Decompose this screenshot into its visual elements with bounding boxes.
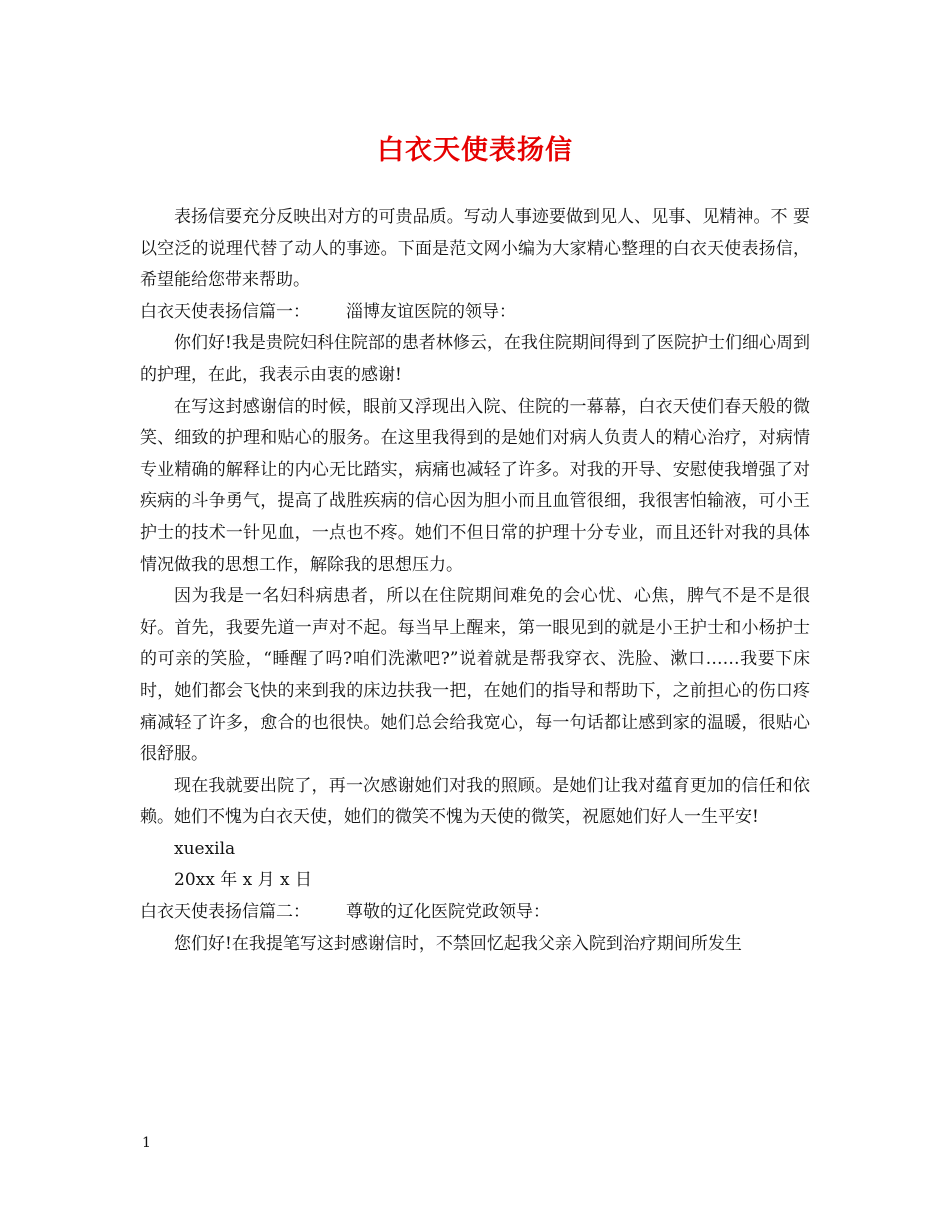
- page-number: 1: [142, 1135, 151, 1151]
- letter1-date: 20xx 年 x 月 x 日: [174, 870, 313, 891]
- letter2-first-line: 您们好!在我提笔写这封感谢信时，不禁回忆起我父亲入院到治疗期间所发生: [174, 933, 742, 954]
- letter1-salutation: 淄博友谊医院的领导：: [346, 301, 516, 322]
- letter1-heading: 白衣天使表扬信篇一：: [140, 301, 310, 322]
- letter2-heading: 白衣天使表扬信篇二：: [140, 902, 310, 923]
- letter1-paragraph-1: 你们好!我是贵院妇科住院部的患者林修云，在我住院期间得到了医院护士们细心周到的护理，在此，我表示由衷的感谢!: [140, 333, 810, 385]
- letter1-heading-line: [140, 297, 810, 329]
- letter2-heading-line: [140, 897, 810, 929]
- letter2-salutation: 尊敬的辽化医院党政领导：: [346, 902, 550, 923]
- letter1-paragraph-2: 在写这封感谢信的时候，眼前又浮现出入院、住院的一幕幕，白衣天使们春天般的微笑、细致的护理和贴心的服务。在这里我得到的是她们对病人负责人的精心治疗，对病情专业精确的解释让的内心无比踏实，病痛也减轻了许多。对我的开导、安慰使我增强了对疾病的斗争勇气，提高了战胜疾病的信心因为胆小而且血管很细，我很害怕输液，可小王护士的技术一针见血，一点也不疼。她们不但日常的护理十分专业，而且还针对我的具体情况做我的思想工作，解除我的思想压力。: [140, 396, 810, 575]
- document-title: 白衣天使表扬信: [377, 135, 573, 166]
- document-body: [140, 202, 810, 960]
- letter1-paragraph-3: 因为我是一名妇科病患者，所以在住院期间难免的会心忧、心焦，脾气不是不是很好。首先，我要先道一声对不起。每当早上醒来，第一眼见到的就是小王护士和小杨护士的可亲的笑脸，“睡醒了吗?咱们洗漱吧?”说着就是帮我穿衣、洗脸、漱口……我要下床时，她们都会飞快的来到我的床边扶我一把，在她们的指导和帮助下，之前担心的伤口疼痛减轻了许多，愈合的也很快。她们总会给我宽心，每一句话都让感到家的温暖，很贴心很舒服。: [140, 586, 810, 765]
- letter1-paragraph-4: 现在我就要出院了，再一次感谢她们对我的照顾。是她们让我对蕴育更加的信任和依赖。她们不愧为白衣天使，她们的微笑不愧为天使的微笑，祝愿她们好人一生平安!: [140, 775, 810, 828]
- intro-paragraph: 表扬信要充分反映出对方的可贵品质。写动人事迹要做到见人、见事、见精神。不 要以空泛的说理代替了动人的事迹。下面是范文网小编为大家精心整理的白衣天使表扬信，希望能给您带来帮助。: [140, 207, 810, 291]
- letter1-signature: xuexila: [174, 838, 236, 859]
